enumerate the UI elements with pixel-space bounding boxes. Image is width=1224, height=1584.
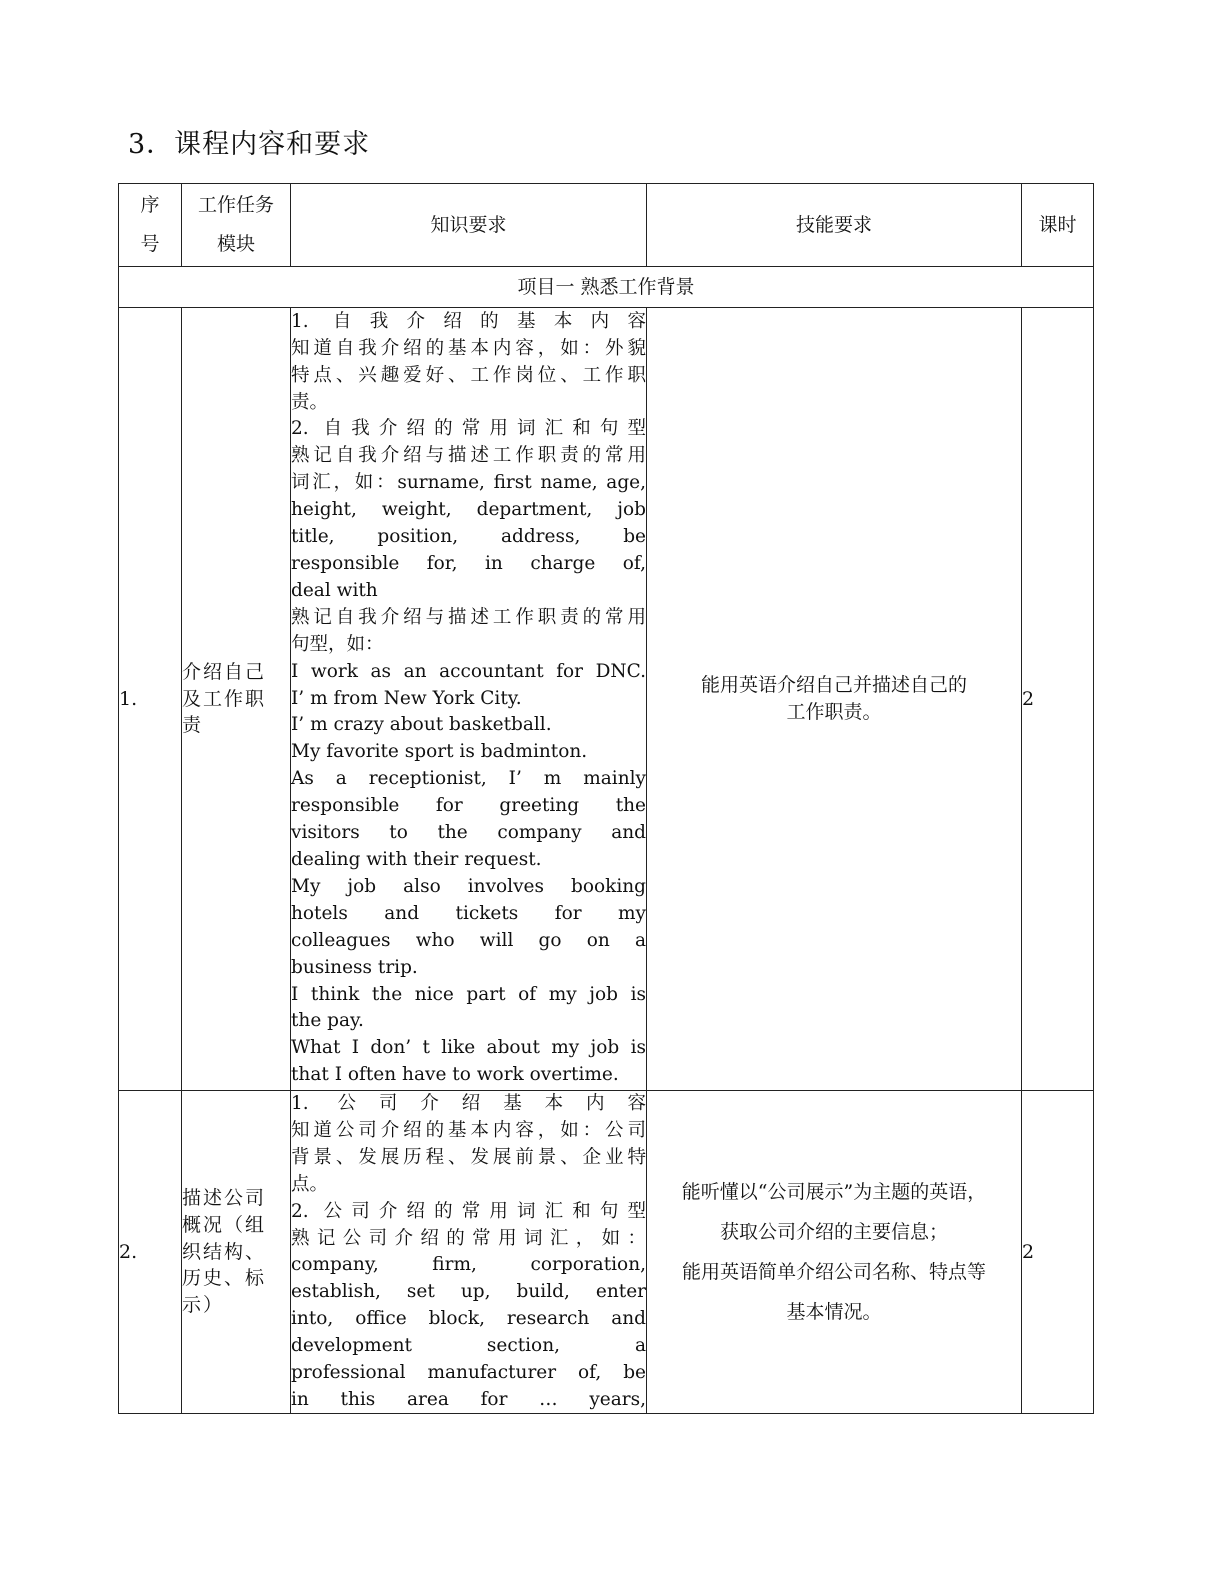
knowledge-line: company, firm, corporation, [291, 1254, 646, 1276]
cell-line: 工作职责。 [786, 701, 882, 723]
cell-line: 责 [182, 714, 204, 737]
knowledge-line: 特点、兴趣爱好、工作岗位、工作职 [291, 364, 646, 386]
knowledge-line: 2. 自我介绍的常用词汇和句型 [291, 418, 646, 440]
header-seq-line: 序 [140, 194, 160, 216]
knowledge-line: 责。 [291, 391, 329, 413]
knowledge-line: 1. 自我介绍的基本内容 [291, 310, 646, 332]
knowledge-line: business trip. [291, 956, 418, 978]
row-seq: 2. [119, 1091, 182, 1414]
row-skill [647, 1091, 1022, 1414]
cell-line: 获取公司介绍的主要信息； [719, 1221, 948, 1243]
knowledge-line: 2. 公司介绍的常用词汇和句型 [291, 1200, 646, 1222]
knowledge-line: responsible for greeting the [291, 795, 646, 817]
knowledge-line: that I often have to work overtime. [291, 1064, 619, 1086]
row-hours: 2 [1022, 1091, 1094, 1414]
knowledge-line: 知道自我介绍的基本内容，如：外貌 [291, 337, 646, 359]
knowledge-line: 熟记自我介绍与描述工作职责的常用 [291, 606, 646, 628]
header-seq-line: 号 [140, 233, 160, 255]
row-hours: 2 [1022, 308, 1094, 1091]
cell-line: 能用英语介绍自己并描述自己的 [700, 674, 967, 696]
cell-line: 介绍自己 [182, 660, 267, 683]
knowledge-line: in this area for … years, [291, 1388, 646, 1410]
row-task [182, 1091, 291, 1414]
knowledge-line: colleagues who will go on a [291, 929, 646, 951]
cell-line: 能用英语简单介绍公司名称、特点等 [681, 1261, 986, 1283]
knowledge-line: My job also involves booking [291, 875, 646, 897]
header-seq [119, 184, 182, 267]
table-row [119, 308, 1094, 1091]
knowledge-line: the pay. [291, 1010, 364, 1032]
course-content-table [118, 183, 1094, 1414]
table-header-row [119, 184, 1094, 267]
knowledge-line: establish, set up, build, enter [291, 1281, 646, 1303]
knowledge-line: 熟记公司介绍的常用词汇，如： [291, 1227, 646, 1249]
row-task [182, 308, 291, 1091]
knowledge-line: As a receptionist, I’ m mainly [291, 768, 646, 790]
cell-line: 基本情况。 [786, 1301, 882, 1323]
knowledge-line: 1. 公司介绍基本内容 [291, 1093, 646, 1114]
knowledge-line: visitors to the company and [291, 822, 646, 844]
cell-line: 能听懂以“公司展示”为主题的英语， [681, 1181, 987, 1203]
knowledge-line: 句型，如： [291, 633, 384, 655]
cell-line: 及工作职 [182, 687, 267, 710]
cell-line: 历史、标 [182, 1267, 267, 1290]
knowledge-line: I’ m crazy about basketball. [291, 714, 552, 736]
knowledge-line: I’ m from New York City. [291, 687, 522, 709]
header-knowledge: 知识要求 [291, 184, 647, 267]
header-task [182, 184, 291, 267]
knowledge-line: 知道公司介绍的基本内容，如：公司 [291, 1119, 646, 1141]
header-skill: 技能要求 [647, 184, 1022, 267]
knowledge-line: deal with [291, 579, 378, 601]
knowledge-line: I think the nice part of my job is [291, 983, 646, 1005]
section-row [119, 267, 1094, 308]
knowledge-line: 点。 [291, 1173, 329, 1195]
header-hours: 课时 [1022, 184, 1094, 267]
section-heading: 3．课程内容和要求 [128, 129, 371, 160]
knowledge-line: height, weight, department, job [291, 499, 646, 521]
row-knowledge [291, 308, 647, 1091]
cell-line: 描述公司 [182, 1186, 267, 1209]
knowledge-line: development section, a [291, 1335, 646, 1357]
knowledge-line: professional manufacturer of, be [291, 1362, 646, 1384]
knowledge-line: 词汇，如：surname, first name, age, [291, 472, 646, 494]
header-task-line: 模块 [216, 233, 255, 255]
section-title: 项目一 熟悉工作背景 [119, 267, 1094, 308]
row-knowledge-clip [291, 1091, 646, 1413]
knowledge-line: What I don’ t like about my job is [291, 1037, 646, 1059]
knowledge-line: responsible for, in charge of, [291, 553, 646, 575]
row-seq: 1. [119, 308, 182, 1091]
knowledge-line: 熟记自我介绍与描述工作职责的常用 [291, 445, 646, 467]
knowledge-line: I work as an accountant for DNC. [291, 660, 646, 682]
row-knowledge [291, 1091, 647, 1414]
knowledge-line: into, office block, research and [291, 1308, 646, 1330]
knowledge-line: title, position, address, be [291, 526, 646, 548]
knowledge-line: hotels and tickets for my [291, 902, 646, 924]
cell-line: 示） [182, 1294, 225, 1317]
row-skill [647, 308, 1022, 1091]
knowledge-line: 背景、发展历程、发展前景、企业特 [291, 1146, 646, 1168]
knowledge-line: My favorite sport is badminton. [291, 741, 588, 763]
header-task-line: 工作任务 [197, 194, 274, 216]
cell-line: 织结构、 [182, 1240, 267, 1263]
knowledge-line: dealing with their request. [291, 848, 542, 870]
cell-line: 概况（组 [182, 1213, 267, 1236]
table-row [119, 1091, 1094, 1414]
